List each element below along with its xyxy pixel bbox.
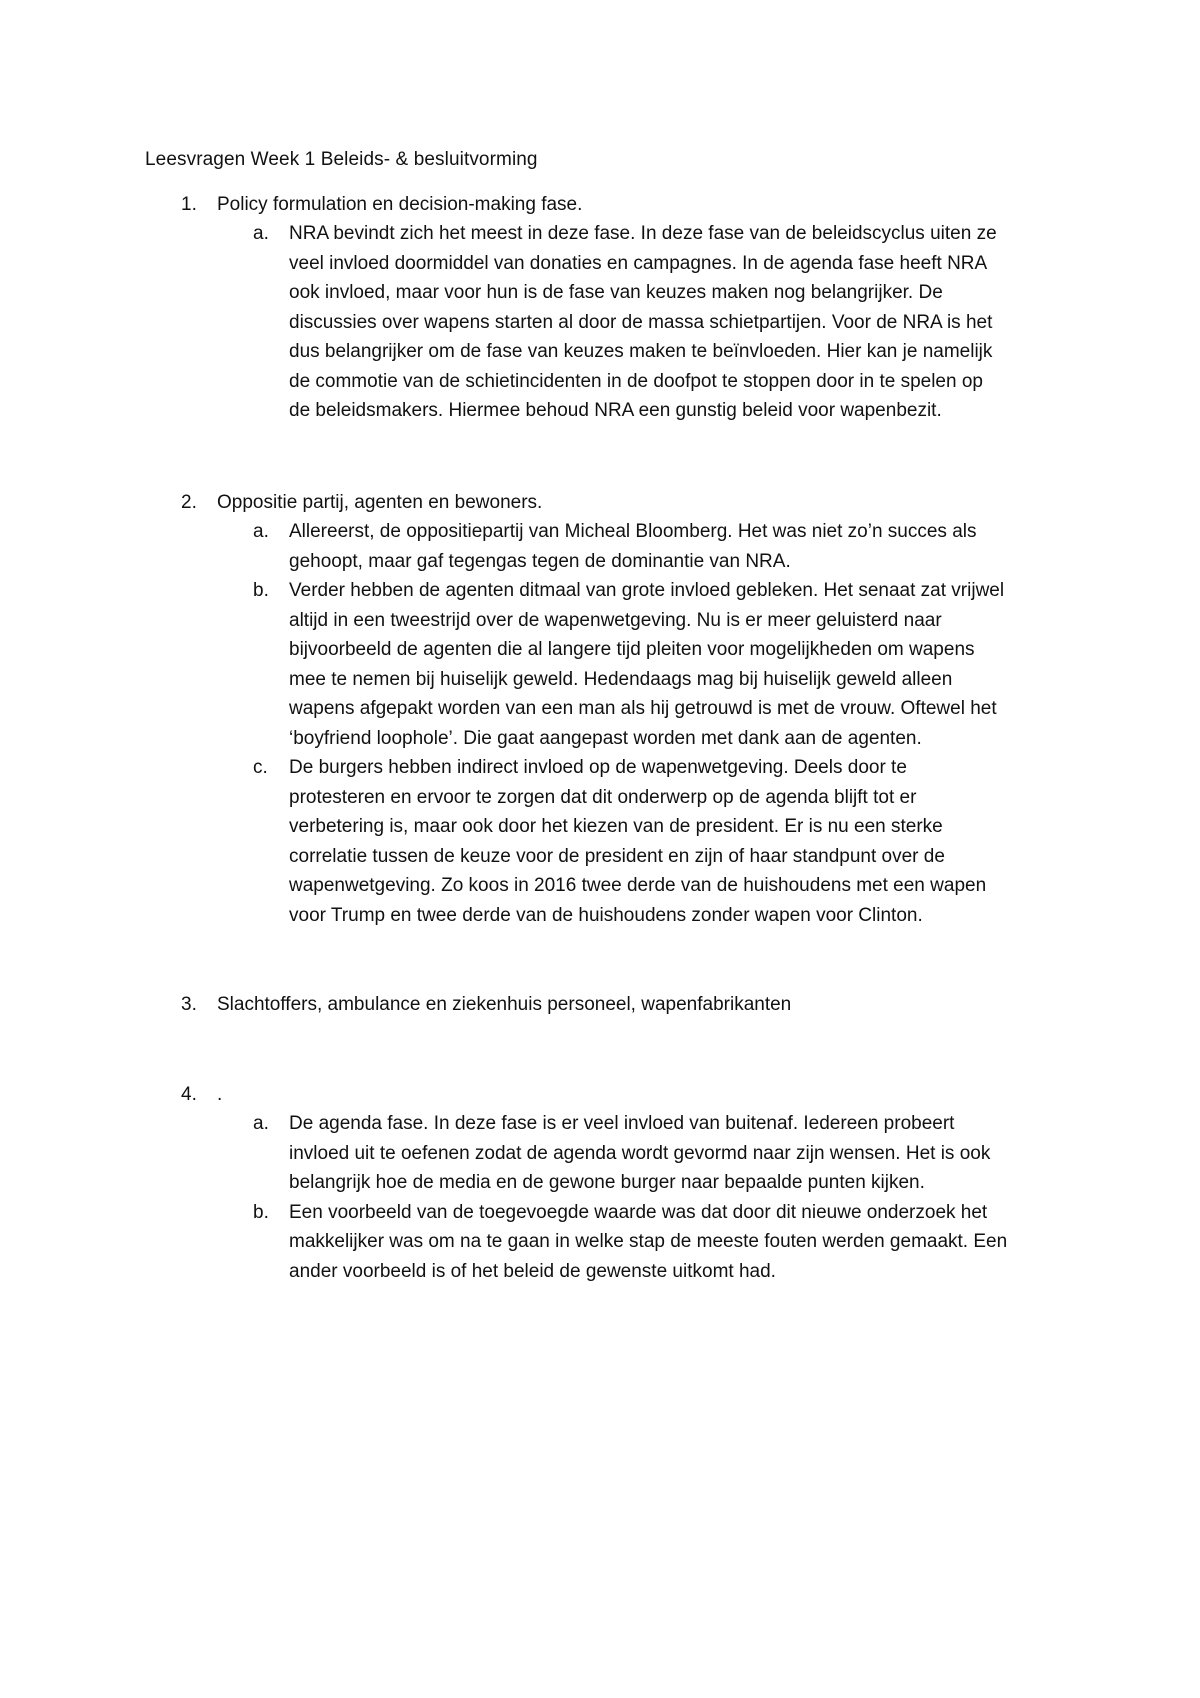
text-line: dus belangrijker om de fase van keuzes maken te beïnvloeden. Hier kan je namelijk [289,341,993,362]
text-line: belangrijk hoe de media en de gewone burger naar bepaalde punten kijken. [289,1172,925,1193]
sub-item-letter: c. [253,757,268,778]
document-title: Leesvragen Week 1 Beleids- & besluitvorming [145,149,538,170]
question-2 [0,488,1200,930]
question-1 [0,190,1200,426]
text-line: ook invloed, maar voor hun is de fase van keuzes maken nog belangrijker. De [289,282,943,303]
sub-item-text [289,1198,1059,1287]
sub-item [0,1109,1200,1198]
text-line: invloed uit te oefenen zodat de agenda wordt gevormd naar zijn wensen. Het is ook [289,1142,991,1164]
text-line: discussies over wapens starten al door de massa schietpartijen. Voor de NRA is het [289,311,993,333]
question-text: Policy formulation en decision-making fase. [217,194,583,215]
sub-item [0,219,1200,426]
sub-item-letter: a. [253,521,269,542]
text-line: correlatie tussen de keuze voor de president en zijn of haar standpunt over de [289,845,945,867]
question-heading [0,990,1200,1019]
text-line: de beleidsmakers. Hiermee behoud NRA een gunstig beleid voor wapenbezit. [289,400,942,421]
sub-item-letter: b. [253,580,269,601]
text-line: wapens afgepakt worden van een man als hij getrouwd is met de vrouw. Oftewel het [289,698,997,719]
text-line: wapenwetgeving. Zo koos in 2016 twee derde van de huishoudens met een wapen [289,875,987,896]
sub-item-letter: b. [253,1201,269,1223]
sub-item-text [289,753,1059,930]
question-4 [0,1080,1200,1286]
question-text: . [217,1084,223,1105]
sub-item [0,517,1200,576]
text-line: Een voorbeeld van de toegevoegde waarde was dat door dit nieuwe onderzoek het [289,1201,988,1223]
text-line: protesteren en ervoor te zorgen dat dit onderwerp op de agenda blijft tot er [289,786,917,808]
text-line: Allereerst, de oppositiepartij van Micheal Bloomberg. Het was niet zo’n succes als [289,521,977,542]
sub-item [0,1198,1200,1287]
question-number: 1. [181,194,197,215]
text-line: makkelijker was om na te gaan in welke stap de meeste fouten werden gemaakt. Een [289,1231,1008,1252]
question-heading [0,1080,1200,1109]
question-text: Oppositie partij, agenten en bewoners. [217,492,543,513]
text-line: mee te nemen bij huiselijk geweld. Hedendaags mag bij huiselijk geweld alleen [289,668,953,690]
sub-item-text [289,517,1059,576]
question-heading [0,190,1200,219]
text-line: bijvoorbeeld de agenten die al langere tijd pleiten voor mogelijkheden om wapens [289,639,975,660]
text-line: altijd in een tweestrijd over de wapenwetgeving. Nu is er meer geluisterd naar [289,609,942,631]
question-heading [0,488,1200,517]
question-3 [0,990,1200,1019]
sub-item-text [289,576,1059,753]
sub-item [0,753,1200,930]
question-number: 2. [181,492,197,513]
question-number: 4. [181,1084,197,1105]
sub-item-text [289,1109,1059,1198]
text-line: veel invloed doormiddel van donaties en campagnes. In de agenda fase heeft NRA [289,252,988,274]
text-line: NRA bevindt zich het meest in deze fase. In deze fase van de beleidscyclus uiten ze [289,223,997,244]
text-line: de commotie van de schietincidenten in de doofpot te stoppen door in te spelen op [289,370,983,392]
text-line: voor Trump en twee derde van de huishoudens zonder wapen voor Clinton. [289,904,923,926]
text-line: gehoopt, maar gaf tegengas tegen de dominantie van NRA. [289,550,791,572]
text-line: ander voorbeeld is of het beleid de gewenste uitkomt had. [289,1260,776,1282]
sub-item-letter: a. [253,223,269,244]
sub-item [0,576,1200,753]
question-text: Slachtoffers, ambulance en ziekenhuis personeel, wapenfabrikanten [217,994,792,1015]
text-line: verbetering is, maar ook door het kiezen van de president. Er is nu een sterke [289,816,943,837]
text-line: De agenda fase. In deze fase is er veel invloed van buitenaf. Iedereen probeert [289,1113,955,1134]
question-number: 3. [181,994,197,1015]
text-line: ‘boyfriend loophole’. Die gaat aangepast worden met dank aan de agenten. [289,727,922,749]
sub-item-letter: a. [253,1113,269,1134]
text-line: De burgers hebben indirect invloed op de wapenwetgeving. Deels door te [289,757,907,778]
text-line: Verder hebben de agenten ditmaal van grote invloed gebleken. Het senaat zat vrijwel [289,580,1005,601]
sub-item-text [289,219,1059,426]
